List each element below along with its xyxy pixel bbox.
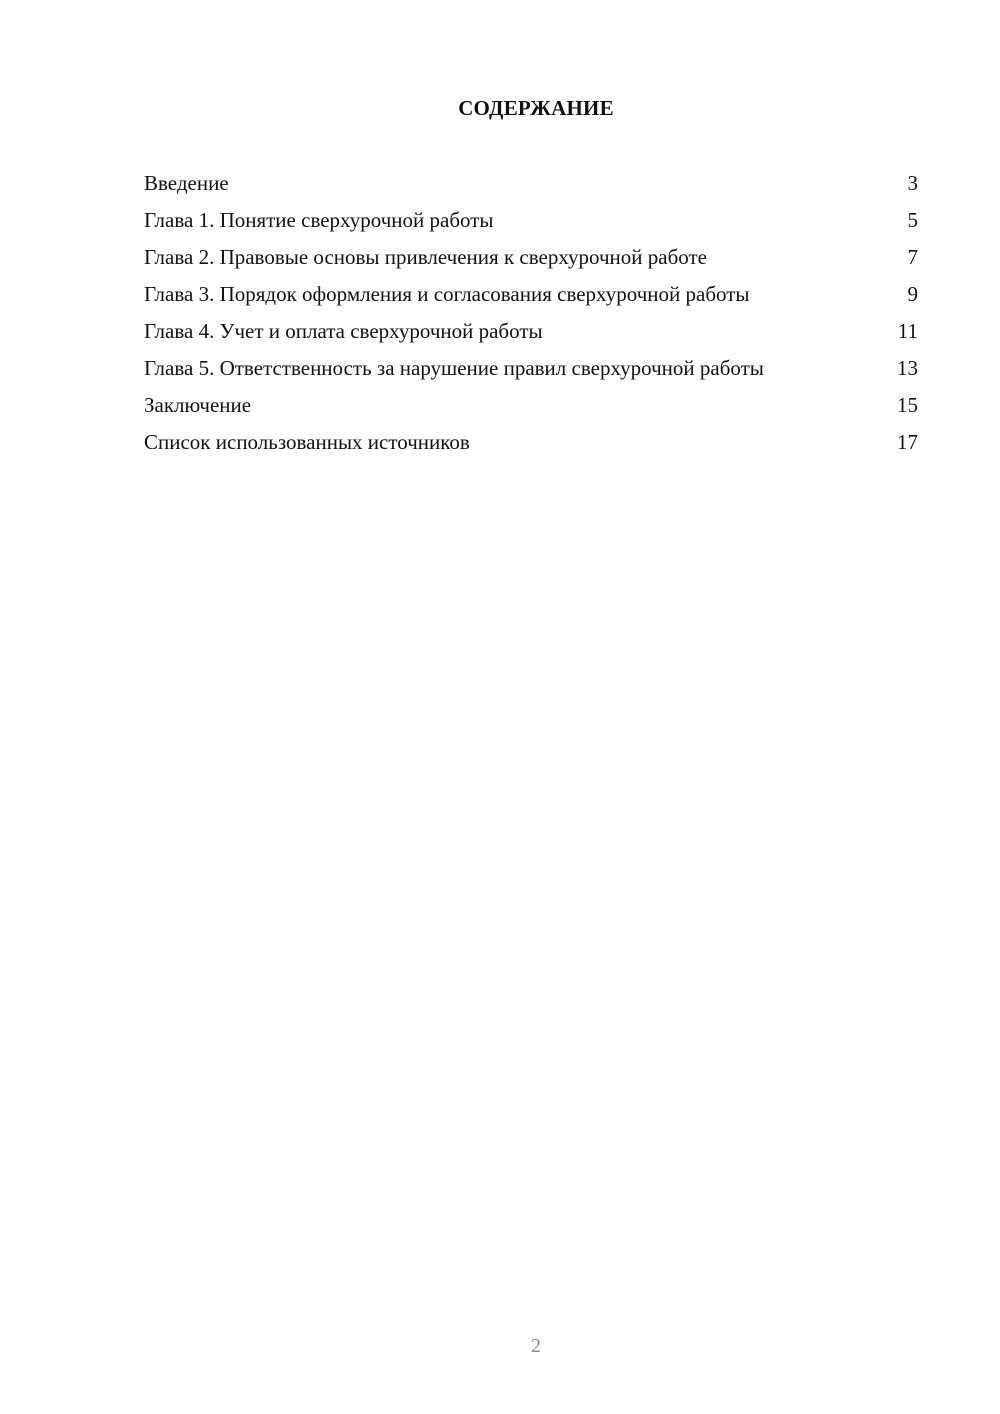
toc-entry-conclusion	[144, 392, 918, 418]
toc-entry-references	[144, 429, 918, 455]
toc-entry-chapter-5	[144, 355, 918, 381]
toc-entry-chapter-3	[144, 281, 918, 307]
toc-title: СОДЕРЖАНИЕ	[458, 96, 614, 120]
toc-entry-label: Глава 4. Учет и оплата сверхурочной работы	[144, 319, 543, 343]
toc-entry-label: Введение	[144, 171, 229, 195]
toc-entry-page: 5	[907, 208, 918, 232]
toc-entry-label: Список использованных источников	[144, 430, 470, 454]
toc-entry-chapter-1	[144, 207, 918, 233]
toc-entry-label: Глава 5. Ответственность за нарушение правил сверхурочной работы	[144, 356, 764, 380]
page-number: 2	[531, 1335, 541, 1357]
toc-entry-page: 9	[907, 282, 918, 306]
toc-entry-label: Заключение	[144, 393, 252, 417]
table-of-contents	[144, 170, 918, 466]
toc-entry-introduction	[144, 170, 918, 196]
toc-entry-chapter-2	[144, 244, 918, 270]
toc-entry-page: 13	[897, 356, 918, 380]
toc-entry-page: 17	[897, 430, 918, 454]
toc-entry-label: Глава 2. Правовые основы привлечения к сверхурочной работе	[144, 245, 708, 269]
toc-entry-page: 15	[897, 393, 918, 417]
toc-entry-label: Глава 3. Порядок оформления и согласования сверхурочной работы	[144, 282, 750, 306]
toc-entry-page: 7	[907, 245, 918, 269]
toc-entry-page: 11	[897, 319, 918, 343]
toc-entry-page: 3	[907, 171, 918, 195]
toc-entry-chapter-4	[144, 318, 918, 344]
toc-entry-label: Глава 1. Понятие сверхурочной работы	[144, 208, 494, 232]
